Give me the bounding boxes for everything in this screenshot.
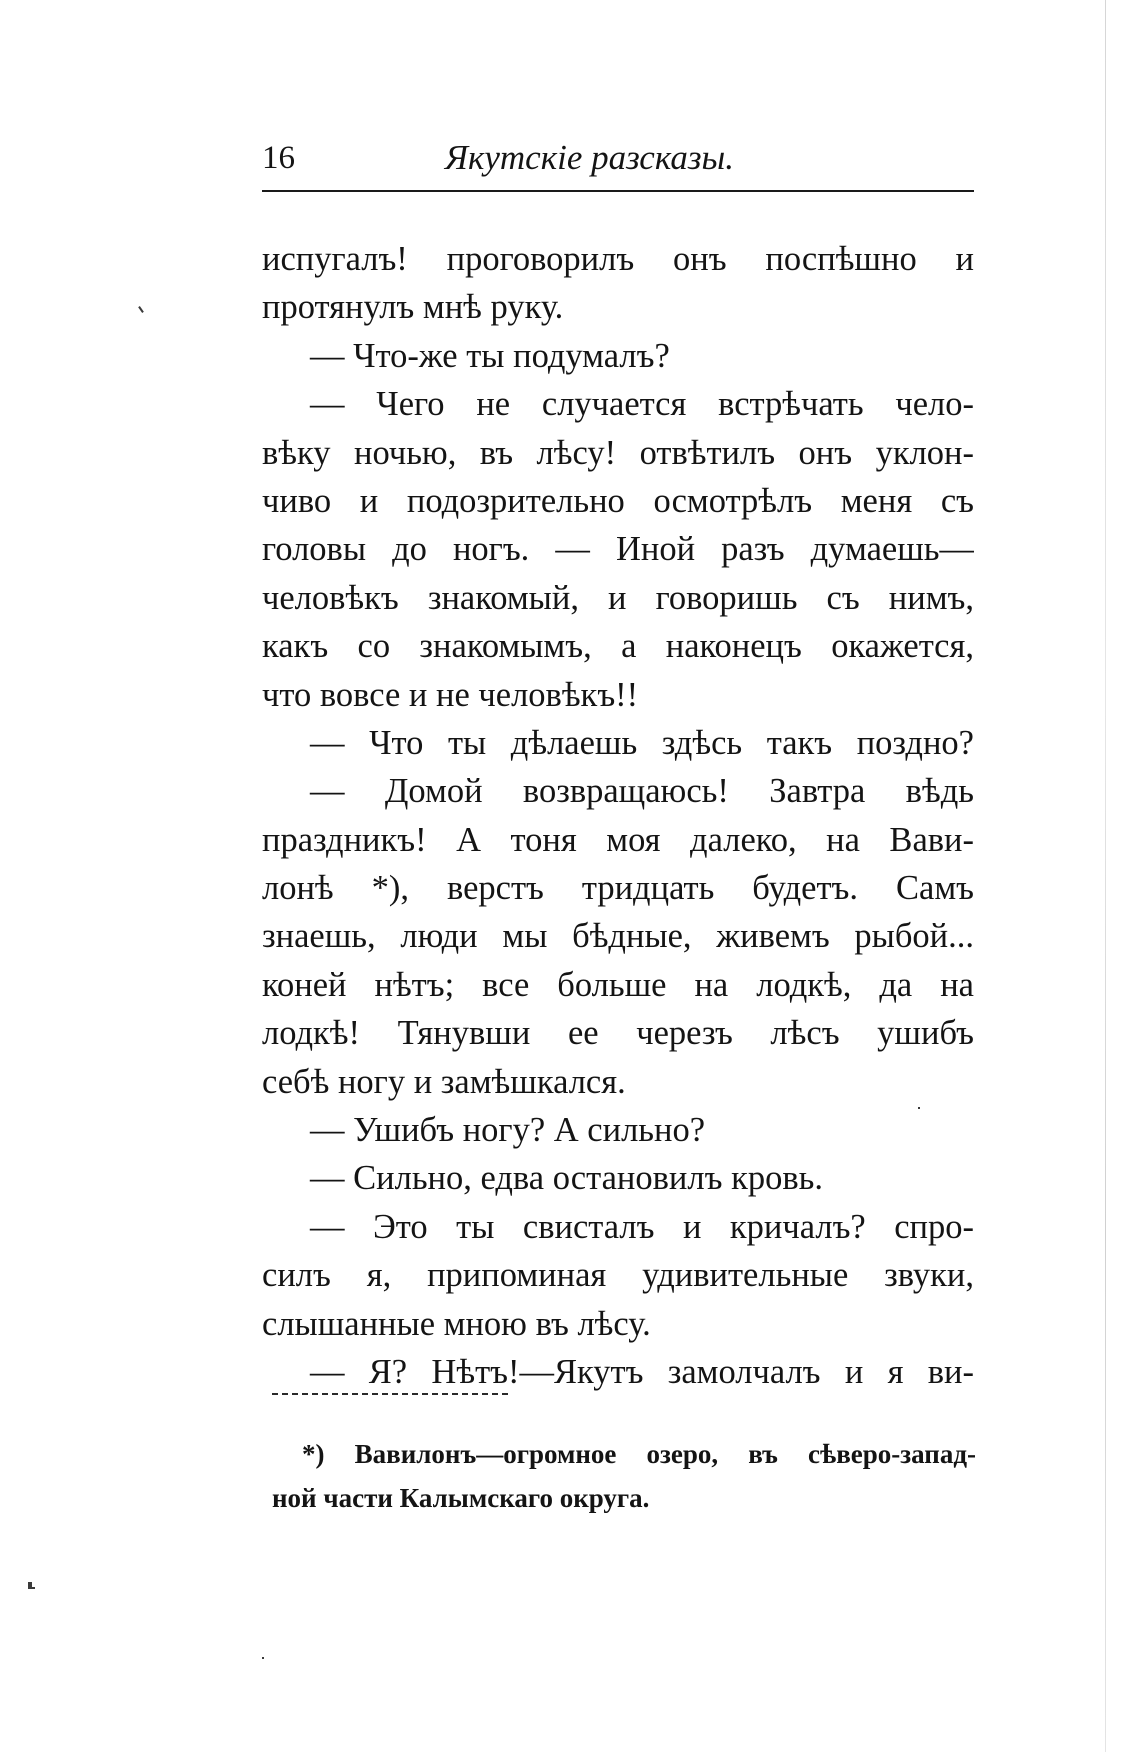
text-line: какъ со знакомымъ, а наконецъ окажется, [262,627,974,666]
text-line: — Это ты свисталъ и кричалъ? спро- [310,1207,974,1246]
scan-speck [138,306,144,313]
text-line: силъ я, припоминая удивительные звуки, [262,1256,974,1295]
main-text [262,235,974,1396]
running-title: Якутскіе разсказы. [445,138,734,177]
text-line: лодкѣ! Тянувши ее черезъ лѣсъ ушибъ [262,1014,974,1053]
text-line: — Я? Нѣтъ!—Якутъ замолчалъ и я ви- [310,1352,974,1391]
text-line: головы до ногъ. — Иной разъ думаешь— [262,530,974,569]
text-line: что вовсе и не человѣкъ!! [262,675,639,714]
text-line: праздникъ! А тоня моя далеко, на Вави- [262,820,974,859]
footnote-line: *) Вавилонъ—огромное озеро, въ сѣверо-запад- [302,1439,976,1469]
text-line: — Чего не случается встрѣчать чело- [310,385,974,424]
text-line: человѣкъ знакомый, и говоришь съ нимъ, [262,578,974,617]
text-line: лонѣ *), верстъ тридцать будетъ. Самъ [262,869,974,908]
scan-speck [918,1107,920,1109]
header-rule [262,190,974,192]
footnote-line: ной части Калымскаго округа. [272,1483,650,1513]
text-line: вѣку ночью, въ лѣсу! отвѣтилъ онъ уклон- [262,433,974,472]
text-line: — Ушибъ ногу? А сильно? [310,1111,706,1150]
text-line: чиво и подозрительно осмотрѣлъ меня съ [262,481,974,520]
footnote-rule [272,1393,508,1395]
text-line: слышанные мною въ лѣсу. [262,1304,651,1343]
page-number: 16 [262,140,295,176]
scan-speck [262,1657,264,1659]
scan-speck [28,1587,35,1589]
text-line: испугалъ! проговорилъ онъ поспѣшно и [262,240,974,278]
text-line: — Домой возвращаюсь! Завтра вѣдь [310,772,974,811]
text-line: протянулъ мнѣ руку. [262,288,564,327]
text-line: знаешь, люди мы бѣдные, живемъ рыбой... [262,917,974,956]
page-header [262,138,974,194]
page-edge-line [1105,0,1106,1752]
text-line: — Сильно, едва остановилъ кровь. [310,1159,823,1198]
text-line: — Что ты дѣлаешь здѣсь такъ поздно? [310,723,974,762]
text-line: — Что-же ты подумалъ? [310,336,670,375]
footnote [272,1432,976,1520]
text-line: коней нѣтъ; все больше на лодкѣ, да на [262,965,974,1004]
text-line: себѣ ногу и замѣшкался. [262,1062,626,1101]
